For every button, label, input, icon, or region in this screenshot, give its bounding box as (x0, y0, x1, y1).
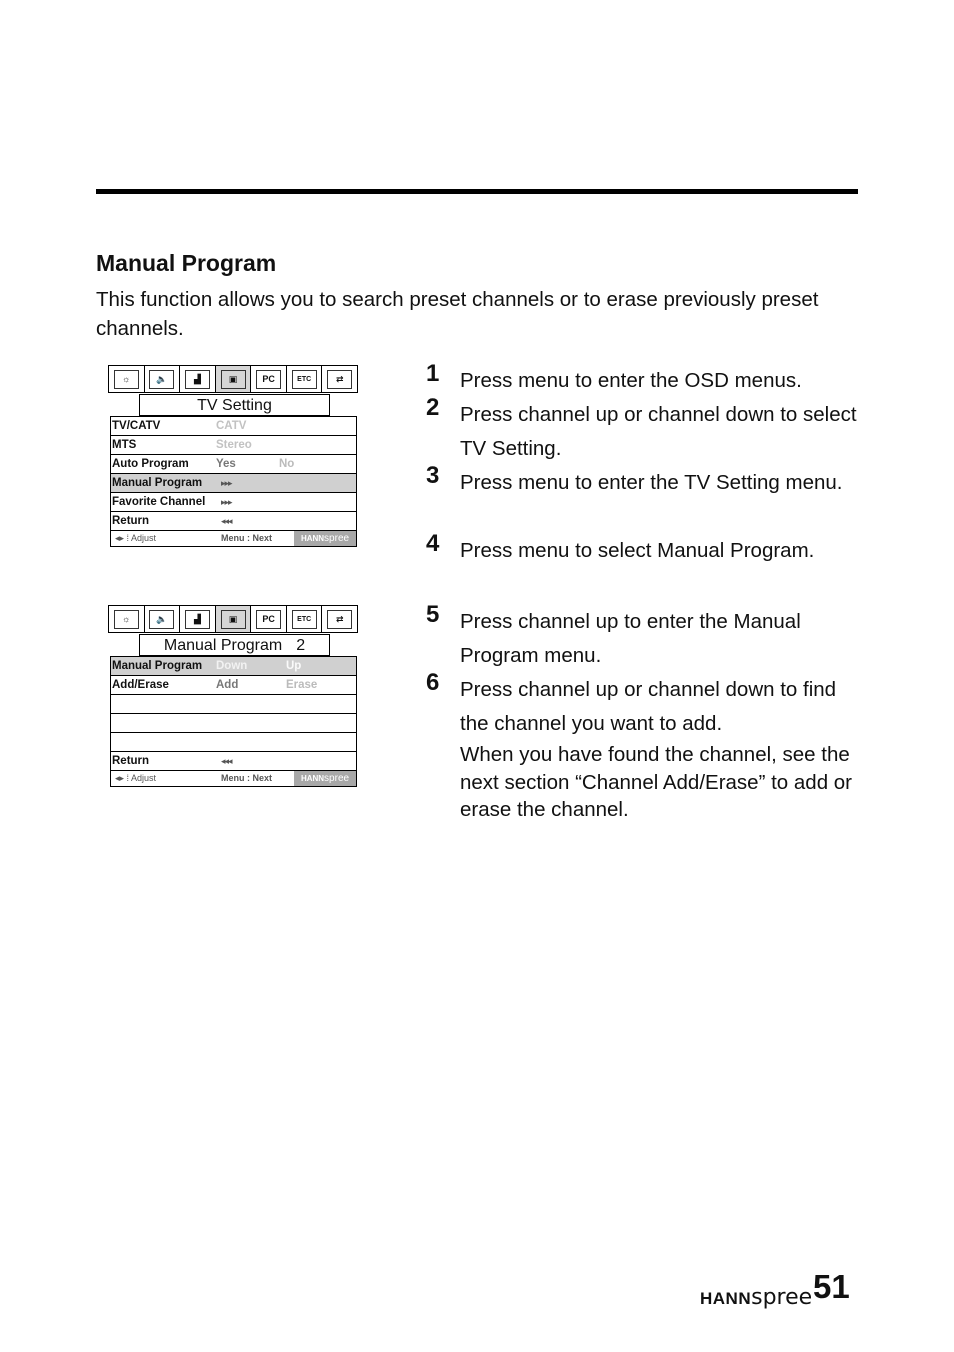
arrow-right-icon: ▸▸▸ (221, 497, 232, 507)
menu-row-favorite-channel: Favorite Channel ▸▸▸ (111, 493, 356, 512)
adjust-hint: ◂▸ ⁞ Adjust (115, 533, 157, 543)
arrow-left-icon: ◂◂◂ (221, 756, 232, 766)
step-note: When you have found the channel, see the next section “Channel Add/Erase” to add or erase the channel. (460, 743, 853, 821)
input-icon: ⇄ (322, 366, 357, 392)
input-icon: ⇄ (322, 606, 357, 632)
osd-title: TV Setting (139, 394, 330, 416)
etc-icon: ETC (287, 366, 323, 392)
picture-icon: ▟ (180, 366, 216, 392)
sound-icon: 🔈 (145, 606, 181, 632)
osd-title: Manual Program 2 (139, 634, 330, 656)
osd-footer (111, 771, 356, 786)
menu-row-add-erase: Add/Erase Add Erase (111, 676, 356, 695)
pc-icon: PC (251, 606, 287, 632)
menu-row-mts: MTS Stereo (111, 436, 356, 455)
osd-icon-bar (108, 365, 358, 393)
tv-icon: ▣ (216, 366, 252, 392)
arrow-right-icon: ▸▸▸ (221, 478, 232, 488)
brightness-icon: ☼ (109, 606, 145, 632)
sound-icon: 🔈 (145, 366, 181, 392)
tv-icon: ▣ (216, 606, 252, 632)
menu-row-empty (111, 733, 356, 752)
menu-row-return: Return ◂◂◂ (111, 752, 356, 771)
menu-row-auto-program: Auto Program Yes No (111, 455, 356, 474)
pc-icon: PC (251, 366, 287, 392)
next-hint: Menu : Next (221, 773, 273, 783)
page-number: 51 (813, 1268, 850, 1305)
etc-icon: ETC (287, 606, 323, 632)
adjust-hint: ◂▸ ⁞ Adjust (115, 773, 157, 783)
arrow-left-icon: ◂◂◂ (221, 516, 232, 526)
menu-row-empty (111, 714, 356, 733)
osd-icon-bar (108, 605, 358, 633)
osd-footer (111, 531, 356, 546)
top-rule (96, 189, 858, 194)
hannspree-logo: HANNspree (700, 1285, 813, 1310)
next-hint: Menu : Next (221, 533, 273, 543)
menu-row-return: Return ◂◂◂ (111, 512, 356, 531)
section-intro: This function allows you to search preset channels or to erase previously preset channels. (96, 288, 819, 340)
brightness-icon: ☼ (109, 366, 145, 392)
hannspree-logo: HANNspree (294, 771, 356, 786)
osd-body (110, 656, 357, 787)
section-title: Manual Program (96, 250, 277, 276)
picture-icon: ▟ (180, 606, 216, 632)
menu-row-manual-program: Manual Program Down Up (111, 657, 356, 676)
menu-row-empty (111, 695, 356, 714)
menu-row-manual-program: Manual Program ▸▸▸ (111, 474, 356, 493)
osd-body (110, 416, 357, 547)
menu-row-tv-catv: TV/CATV CATV (111, 417, 356, 436)
hannspree-logo: HANNspree (294, 531, 356, 546)
